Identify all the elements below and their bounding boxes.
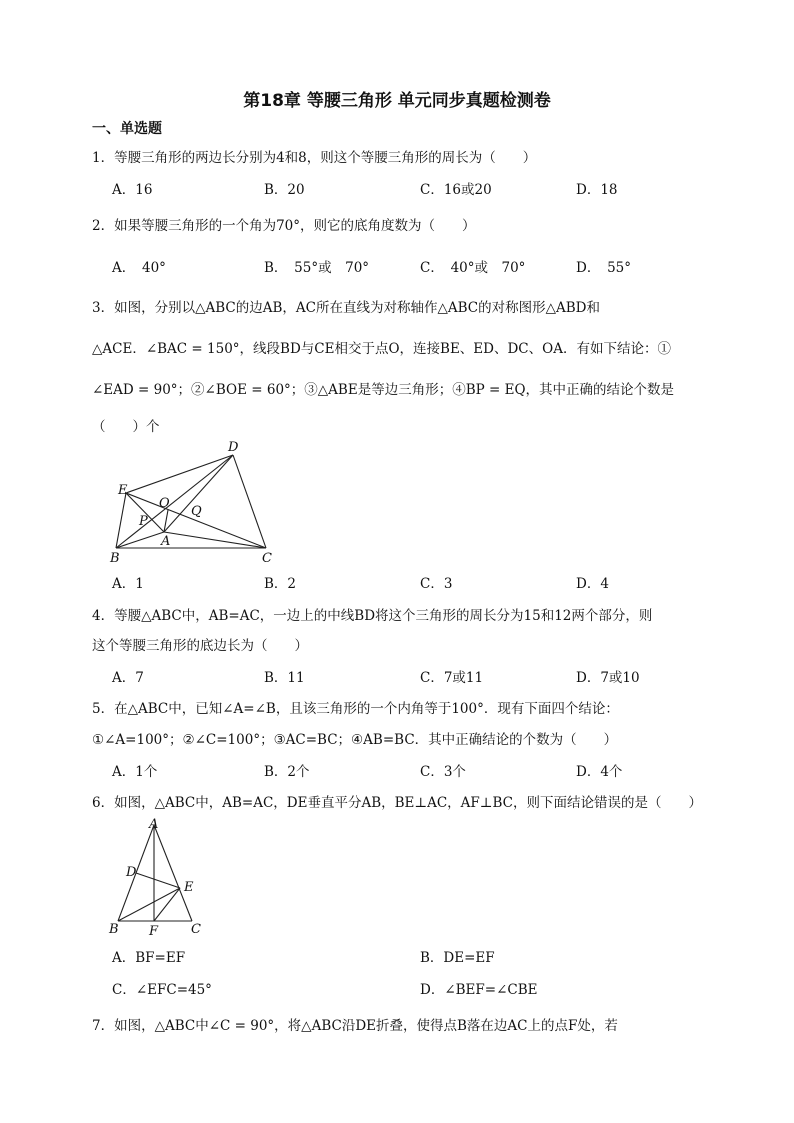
q6-option-c: C．∠EFC=45°	[112, 982, 212, 998]
label-d: D	[228, 440, 239, 455]
q5-option-d: D．4个	[576, 764, 623, 780]
segment-ed	[126, 455, 233, 493]
question-5-line-2: ①∠A=100°；②∠C=100°；③AC=BC；④AB=BC．其中正确结论的个数为（ ）	[92, 732, 618, 748]
q5-option-a: A．1个	[112, 764, 158, 780]
question-3-line-2: △ACE．∠BAC = 150°，线段BD与CE相交于点O，连接BE、ED、DC、OA．有如下结论：①	[92, 341, 671, 357]
q4-option-b: B．11	[264, 670, 305, 686]
label-f: F	[149, 924, 159, 939]
q3-geometry-figure	[104, 436, 294, 568]
q4-option-c: C．7或11	[420, 670, 484, 686]
q2-option-d: D． 55°	[576, 260, 632, 276]
label-p: P	[139, 514, 148, 529]
question-4-line-2: 这个等腰三角形的底边长为（ ）	[92, 638, 308, 654]
question-2-stem: 2．如果等腰三角形的一个角为70°，则它的底角度数为（ ）	[92, 218, 476, 234]
segment-ad	[164, 455, 233, 532]
segment-dc	[233, 455, 266, 548]
label-a: A	[161, 534, 171, 549]
q6-option-d: D．∠BEF=∠CBE	[420, 982, 538, 998]
question-5-line-1: 5．在△ABC中，已知∠A=∠B，且该三角形的一个内角等于100°．现有下面四个结论：	[92, 701, 619, 717]
label-c: C	[262, 551, 272, 566]
q1-option-c: C．16或20	[420, 182, 492, 198]
label-e: E	[118, 483, 128, 498]
question-3-line-4: （ ）个	[92, 419, 160, 435]
label-o: O	[159, 496, 170, 511]
label-d: D	[126, 865, 137, 880]
q2-option-a: A． 40°	[112, 260, 166, 276]
q5-option-b: B．2个	[264, 764, 310, 780]
segment-be	[116, 493, 126, 548]
q4-option-d: D．7或10	[576, 670, 640, 686]
q1-option-a: A．16	[112, 182, 153, 198]
q2-option-c: C． 40°或 70°	[420, 260, 526, 276]
page-title: 第18章 等腰三角形 单元同步真题检测卷	[243, 91, 551, 111]
segment-ef	[154, 888, 180, 921]
label-b: B	[109, 922, 119, 937]
question-6-stem: 6．如图，△ABC中，AB=AC，DE垂直平分AB，BE⊥AC，AF⊥BC，则下面结论错误的是（ ）	[92, 795, 702, 811]
label-c: C	[191, 922, 201, 937]
segment-ac	[154, 825, 192, 921]
label-a: A	[149, 817, 159, 832]
q3-option-c: C．3	[420, 576, 453, 592]
question-3-line-1: 3．如图，分别以△ABC的边AB，AC所在直线为对称轴作△ABC的对称图形△ABD和	[92, 300, 600, 316]
question-1-stem: 1．等腰三角形的两边长分别为4和8，则这个等腰三角形的周长为（ ）	[92, 150, 537, 166]
segment-ac	[164, 532, 266, 548]
q3-option-a: A．1	[112, 576, 144, 592]
segment-ba	[116, 532, 164, 548]
question-3-line-3: ∠EAD = 90°；②∠BOE = 60°；③△ABE是等边三角形；④BP = EQ，其中正确的结论个数是	[92, 382, 675, 398]
q2-option-b: B． 55°或 70°	[264, 260, 370, 276]
label-e: E	[184, 880, 194, 895]
q5-option-c: C．3个	[420, 764, 466, 780]
section-heading: 一、单选题	[92, 121, 162, 137]
q6-option-a: A．BF=EF	[112, 950, 186, 966]
q1-option-b: B．20	[264, 182, 305, 198]
q6-geometry-figure	[104, 816, 214, 940]
q3-option-b: B．2	[264, 576, 297, 592]
q1-option-d: D．18	[576, 182, 618, 198]
question-7-stem: 7．如图，△ABC中∠C = 90°，将△ABC沿DE折叠，使得点B落在边AC上的点F处，若	[92, 1018, 618, 1034]
segment-be	[118, 888, 180, 921]
q4-option-a: A．7	[112, 670, 144, 686]
question-4-line-1: 4．等腰△ABC中，AB=AC，一边上的中线BD将这个三角形的周长分为15和12两个部分，则	[92, 608, 653, 624]
label-q: Q	[191, 504, 202, 519]
q3-option-d: D．4	[576, 576, 609, 592]
label-b: B	[110, 551, 120, 566]
q6-option-b: B．DE=EF	[420, 950, 495, 966]
